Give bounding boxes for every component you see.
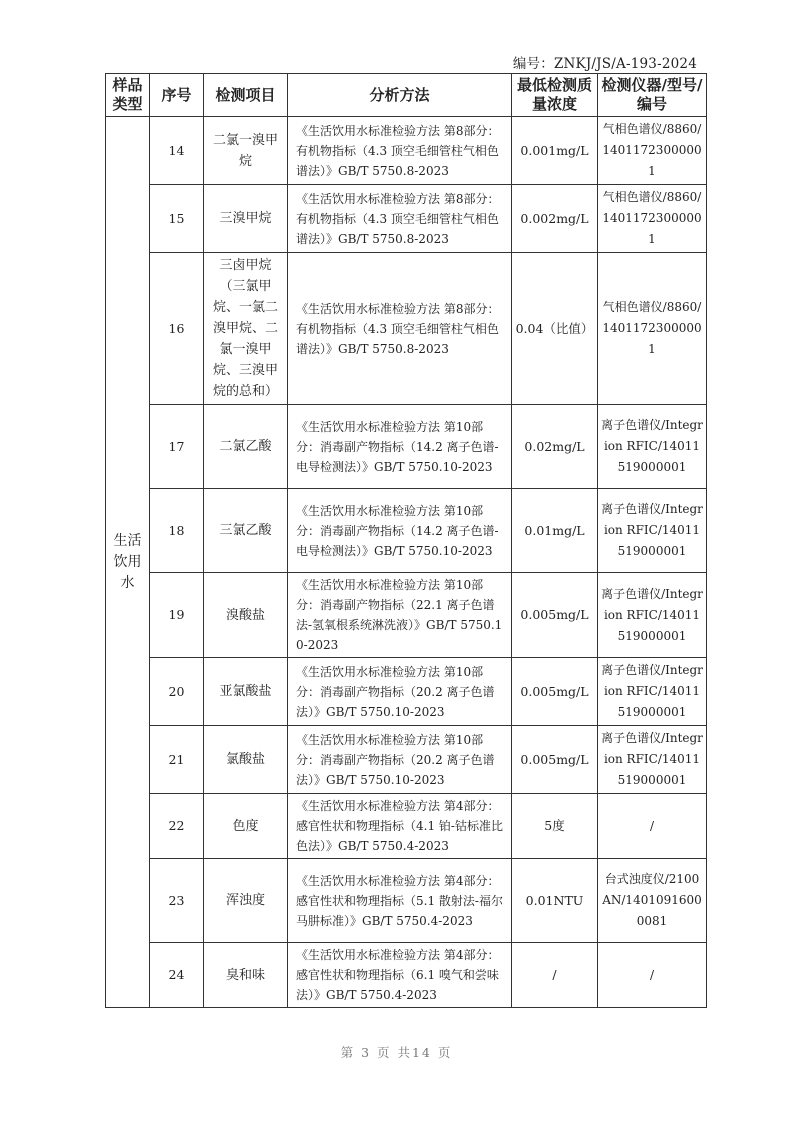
limit-cell: 5度 xyxy=(512,794,598,859)
method-cell: 《生活饮用水标准检验方法 第4部分：感官性状和物理指标（6.1 嗅气和尝味法）》GB/T 5750.4-2023 xyxy=(288,943,512,1008)
seq-cell: 17 xyxy=(150,405,204,489)
instrument-cell: 离子色谱仪/Integrion RFIC/14011519000001 xyxy=(598,405,707,489)
instrument-cell: 气相色谱仪/8860/14011723000001 xyxy=(598,117,707,185)
seq-cell: 14 xyxy=(150,117,204,185)
sample-type-cell: 生活饮用水 xyxy=(106,117,150,1008)
seq-cell: 24 xyxy=(150,943,204,1008)
seq-cell: 23 xyxy=(150,859,204,943)
method-cell: 《生活饮用水标准检验方法 第8部分：有机物指标（4.3 顶空毛细管柱气相色谱法）》GB/T 5750.8-2023 xyxy=(288,185,512,253)
test-methods-table xyxy=(105,73,707,1008)
table-row xyxy=(106,658,707,726)
seq-cell: 16 xyxy=(150,253,204,405)
instrument-cell: 气相色谱仪/8860/14011723000001 xyxy=(598,253,707,405)
table-row xyxy=(106,489,707,573)
document-number: 编号：ZNKJ/JS/A-193-2024 xyxy=(512,56,697,72)
instrument-cell: / xyxy=(598,943,707,1008)
table-row xyxy=(106,726,707,794)
item-cell: 三溴甲烷 xyxy=(204,185,288,253)
item-cell: 浑浊度 xyxy=(204,859,288,943)
item-cell: 溴酸盐 xyxy=(204,573,288,658)
instrument-cell: 离子色谱仪/Integrion RFIC/14011519000001 xyxy=(598,658,707,726)
method-cell: 《生活饮用水标准检验方法 第10部分：消毒副产物指标（20.2 离子色谱法）》GB/T 5750.10-2023 xyxy=(288,726,512,794)
method-cell: 《生活饮用水标准检验方法 第10部分：消毒副产物指标（22.1 离子色谱法-氢氧根系统淋洗液）》GB/T 5750.10-2023 xyxy=(288,573,512,658)
table-row xyxy=(106,573,707,658)
seq-cell: 21 xyxy=(150,726,204,794)
item-cell: 亚氯酸盐 xyxy=(204,658,288,726)
table-row xyxy=(106,253,707,405)
item-cell: 色度 xyxy=(204,794,288,859)
seq-cell: 19 xyxy=(150,573,204,658)
limit-cell: 0.005mg/L xyxy=(512,573,598,658)
item-cell: 二氯乙酸 xyxy=(204,405,288,489)
table-row xyxy=(106,794,707,859)
item-cell: 臭和味 xyxy=(204,943,288,1008)
instrument-cell: / xyxy=(598,794,707,859)
table-row xyxy=(106,185,707,253)
method-cell: 《生活饮用水标准检验方法 第8部分：有机物指标（4.3 顶空毛细管柱气相色谱法）》GB/T 5750.8-2023 xyxy=(288,117,512,185)
header-sample-type: 样品类型 xyxy=(106,74,150,117)
item-cell: 三卤甲烷（三氯甲烷、一氯二溴甲烷、二氯一溴甲烷、三溴甲烷的总和） xyxy=(204,253,288,405)
page-footer: 第 3 页 共14 页 xyxy=(340,1045,453,1060)
instrument-cell: 台式浊度仪/2100AN/14010916000081 xyxy=(598,859,707,943)
instrument-cell: 离子色谱仪/Integrion RFIC/14011519000001 xyxy=(598,726,707,794)
item-cell: 二氯一溴甲烷 xyxy=(204,117,288,185)
table-row xyxy=(106,859,707,943)
seq-cell: 18 xyxy=(150,489,204,573)
limit-cell: / xyxy=(512,943,598,1008)
table-row xyxy=(106,405,707,489)
method-cell: 《生活饮用水标准检验方法 第4部分：感官性状和物理指标（4.1 铂-钴标准比色法）》GB/T 5750.4-2023 xyxy=(288,794,512,859)
limit-cell: 0.01NTU xyxy=(512,859,598,943)
limit-cell: 0.005mg/L xyxy=(512,658,598,726)
header-method: 分析方法 xyxy=(288,74,512,117)
limit-cell: 0.01mg/L xyxy=(512,489,598,573)
seq-cell: 22 xyxy=(150,794,204,859)
header-instrument: 检测仪器/型号/编号 xyxy=(598,74,707,117)
method-cell: 《生活饮用水标准检验方法 第10部分：消毒副产物指标（14.2 离子色谱-电导检测法）》GB/T 5750.10-2023 xyxy=(288,489,512,573)
header-seq: 序号 xyxy=(150,74,204,117)
instrument-cell: 离子色谱仪/Integrion RFIC/14011519000001 xyxy=(598,489,707,573)
method-cell: 《生活饮用水标准检验方法 第10部分：消毒副产物指标（20.2 离子色谱法）》GB/T 5750.10-2023 xyxy=(288,658,512,726)
limit-cell: 0.005mg/L xyxy=(512,726,598,794)
seq-cell: 15 xyxy=(150,185,204,253)
table-header-row xyxy=(106,74,707,117)
limit-cell: 0.002mg/L xyxy=(512,185,598,253)
method-cell: 《生活饮用水标准检验方法 第8部分：有机物指标（4.3 顶空毛细管柱气相色谱法）》GB/T 5750.8-2023 xyxy=(288,253,512,405)
table-row xyxy=(106,117,707,185)
item-cell: 氯酸盐 xyxy=(204,726,288,794)
limit-cell: 0.04（比值） xyxy=(512,253,598,405)
method-cell: 《生活饮用水标准检验方法 第10部分：消毒副产物指标（14.2 离子色谱-电导检测法）》GB/T 5750.10-2023 xyxy=(288,405,512,489)
instrument-cell: 气相色谱仪/8860/14011723000001 xyxy=(598,185,707,253)
table-row xyxy=(106,943,707,1008)
limit-cell: 0.02mg/L xyxy=(512,405,598,489)
header-item: 检测项目 xyxy=(204,74,288,117)
item-cell: 三氯乙酸 xyxy=(204,489,288,573)
method-cell: 《生活饮用水标准检验方法 第4部分：感官性状和物理指标（5.1 散射法-福尔马肼标准）》GB/T 5750.4-2023 xyxy=(288,859,512,943)
limit-cell: 0.001mg/L xyxy=(512,117,598,185)
seq-cell: 20 xyxy=(150,658,204,726)
instrument-cell: 离子色谱仪/Integrion RFIC/14011519000001 xyxy=(598,573,707,658)
header-limit: 最低检测质量浓度 xyxy=(512,74,598,117)
